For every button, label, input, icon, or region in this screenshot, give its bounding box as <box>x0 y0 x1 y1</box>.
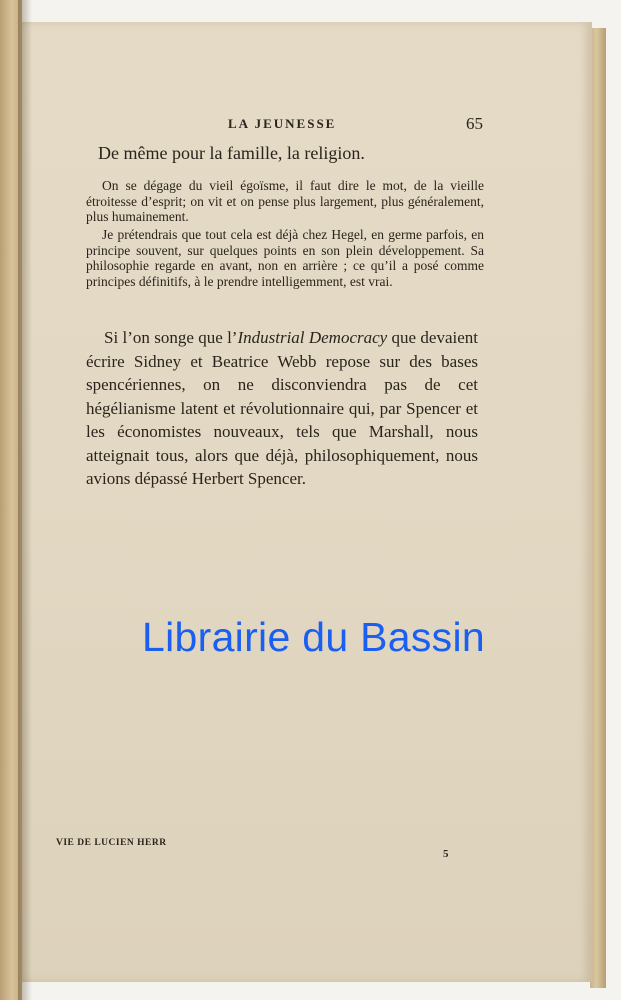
lead-line: De même pour la famille, la religion. <box>98 143 365 163</box>
main-paragraph-start: Si l’on songe que l’ <box>104 328 238 347</box>
book-title-italic: Industrial Democracy <box>237 328 388 347</box>
spine-shadow <box>18 0 32 1000</box>
signature-mark: VIE DE LUCIEN HERR <box>56 838 167 848</box>
quote-paragraph: Je prétendrais que tout cela est déjà chez Hegel, en germe parfois, en principe souvent, sur quelques points en son plein développement. Sa philosophie regarde en avant, non en arrière ; ce qu’il a posé comme principes définitifs, à le prendre intelligemment, est vrai. <box>86 227 484 289</box>
main-paragraph <box>86 326 478 491</box>
sheet-number: 5 <box>443 848 449 860</box>
quote-paragraph: On se dégage du vieil égoïsme, il faut dire le mot, de la vieille étroitesse d’esprit; on vit et on pense plus largement, plus généralement, plus humainement. <box>86 178 484 224</box>
page-stack-edge <box>590 28 606 988</box>
main-paragraph-rest: que devaient écrire Sidney et Beatrice Webb repose sur des bases spencériennes, on ne disconviendra pas de cet hégélianisme latent et révolutionnaire qui, par Spencer et les économistes nouveaux, tels que Marshall, nous atteignait tous, alors que déjà, philosophiquement, nous avions dépassé Herbert Spencer. <box>86 328 478 488</box>
page-number: 65 <box>466 114 483 133</box>
watermark-text: Librairie du Bassin <box>142 614 485 660</box>
running-head: LA JEUNESSE <box>228 116 337 131</box>
